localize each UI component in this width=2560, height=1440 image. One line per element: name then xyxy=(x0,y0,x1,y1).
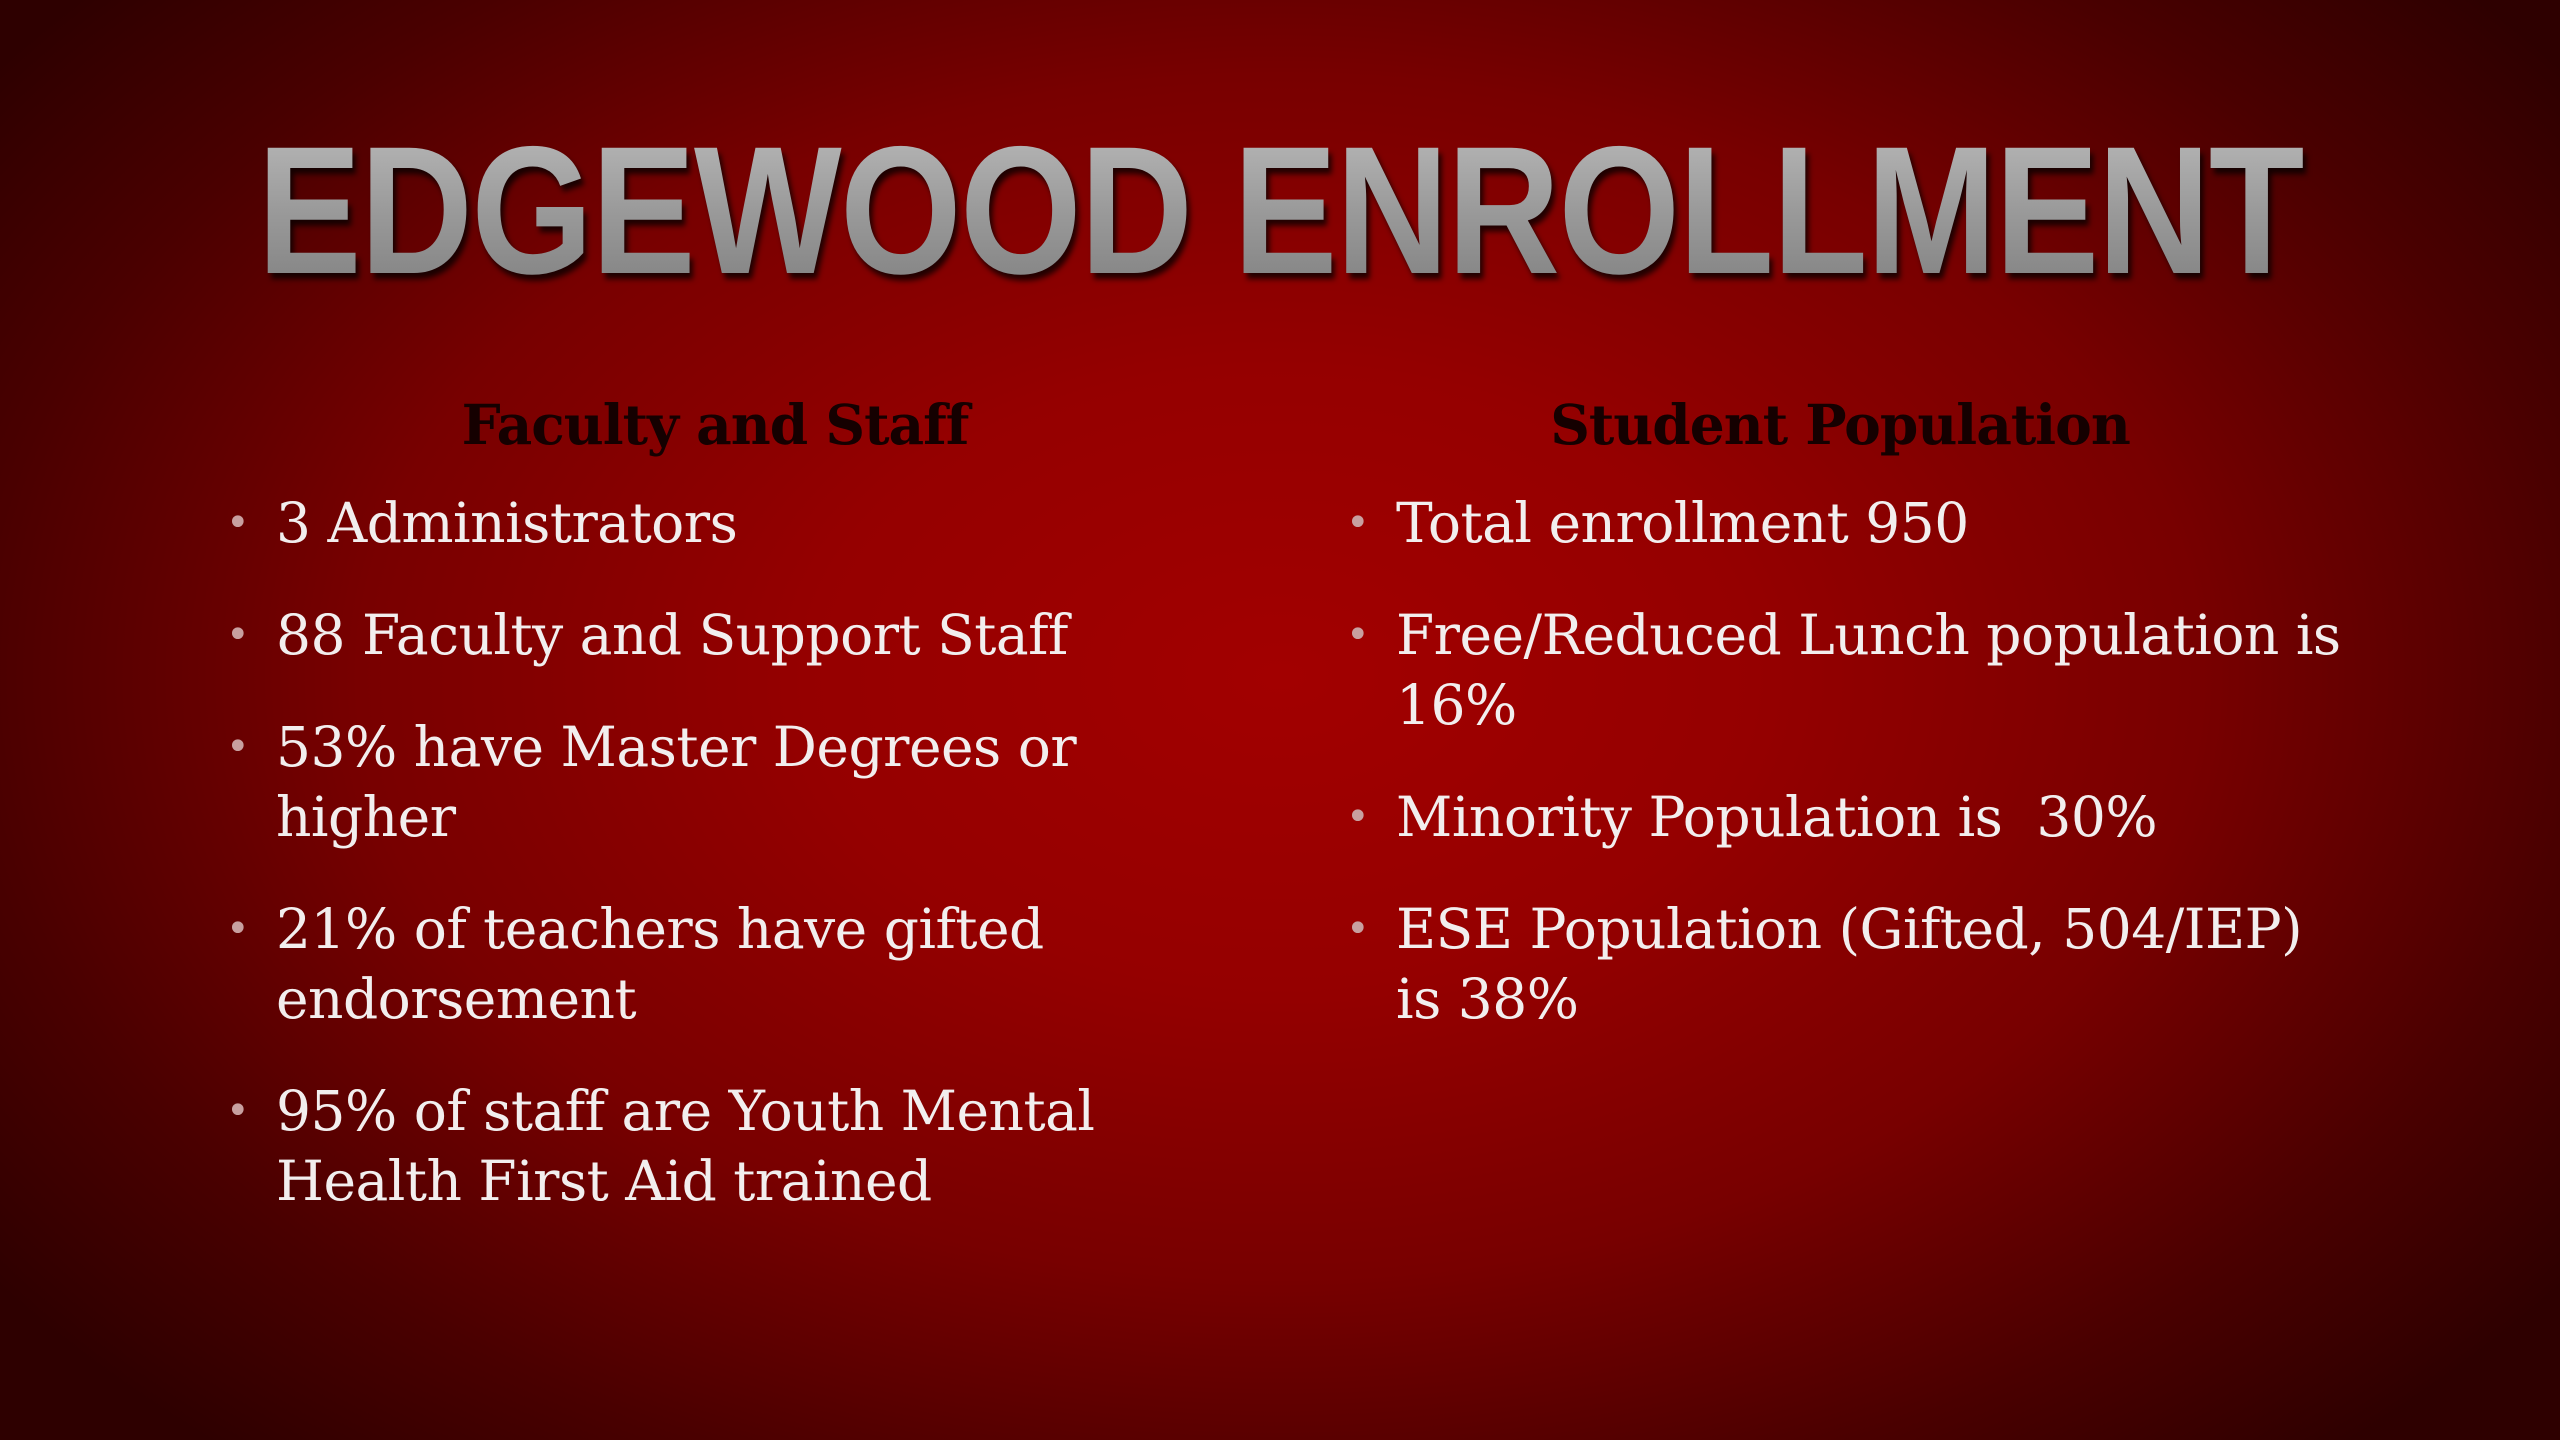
list-item xyxy=(1340,894,2350,1034)
list-item xyxy=(1340,488,2350,558)
list-item xyxy=(220,600,1220,670)
faculty-staff-heading: Faculty and Staff xyxy=(461,392,969,457)
bullet-icon: • xyxy=(1346,906,1370,952)
list-item-text: Total enrollment 950 xyxy=(1396,491,1969,555)
faculty-staff-list xyxy=(220,488,1220,1216)
list-item xyxy=(220,894,1220,1034)
bullet-icon: • xyxy=(226,724,250,770)
list-item xyxy=(220,488,1220,558)
bullet-icon: • xyxy=(226,612,250,658)
student-population-column xyxy=(1340,390,2350,1076)
student-population-list xyxy=(1340,488,2350,1034)
list-item xyxy=(220,712,1220,852)
bullet-icon: • xyxy=(226,500,250,546)
bullet-icon: • xyxy=(1346,794,1370,840)
list-item-text: ESE Population (Gifted, 504/IEP) is 38% xyxy=(1396,897,2303,1031)
list-item-text: 88 Faculty and Support Staff xyxy=(276,603,1068,667)
list-item-text: 21% of teachers have gifted endorsement xyxy=(276,897,1044,1031)
list-item-text: 95% of staff are Youth Mental Health First Aid trained xyxy=(276,1079,1095,1213)
bullet-icon: • xyxy=(1346,500,1370,546)
bullet-icon: • xyxy=(226,1088,250,1134)
slide-title: EDGEWOOD ENROLLMENT xyxy=(179,110,2381,310)
list-item-text: 3 Administrators xyxy=(276,491,738,555)
bullet-icon: • xyxy=(1346,612,1370,658)
list-item xyxy=(1340,782,2350,852)
list-item xyxy=(220,1076,1220,1216)
faculty-staff-column xyxy=(220,390,1220,1258)
list-item-text: Free/Reduced Lunch population is 16% xyxy=(1396,603,2341,737)
bullet-icon: • xyxy=(226,906,250,952)
list-item-text: 53% have Master Degrees or higher xyxy=(276,715,1077,849)
list-item-text: Minority Population is 30% xyxy=(1396,785,2158,849)
list-item xyxy=(1340,600,2350,740)
student-population-heading: Student Population xyxy=(1550,392,2130,457)
